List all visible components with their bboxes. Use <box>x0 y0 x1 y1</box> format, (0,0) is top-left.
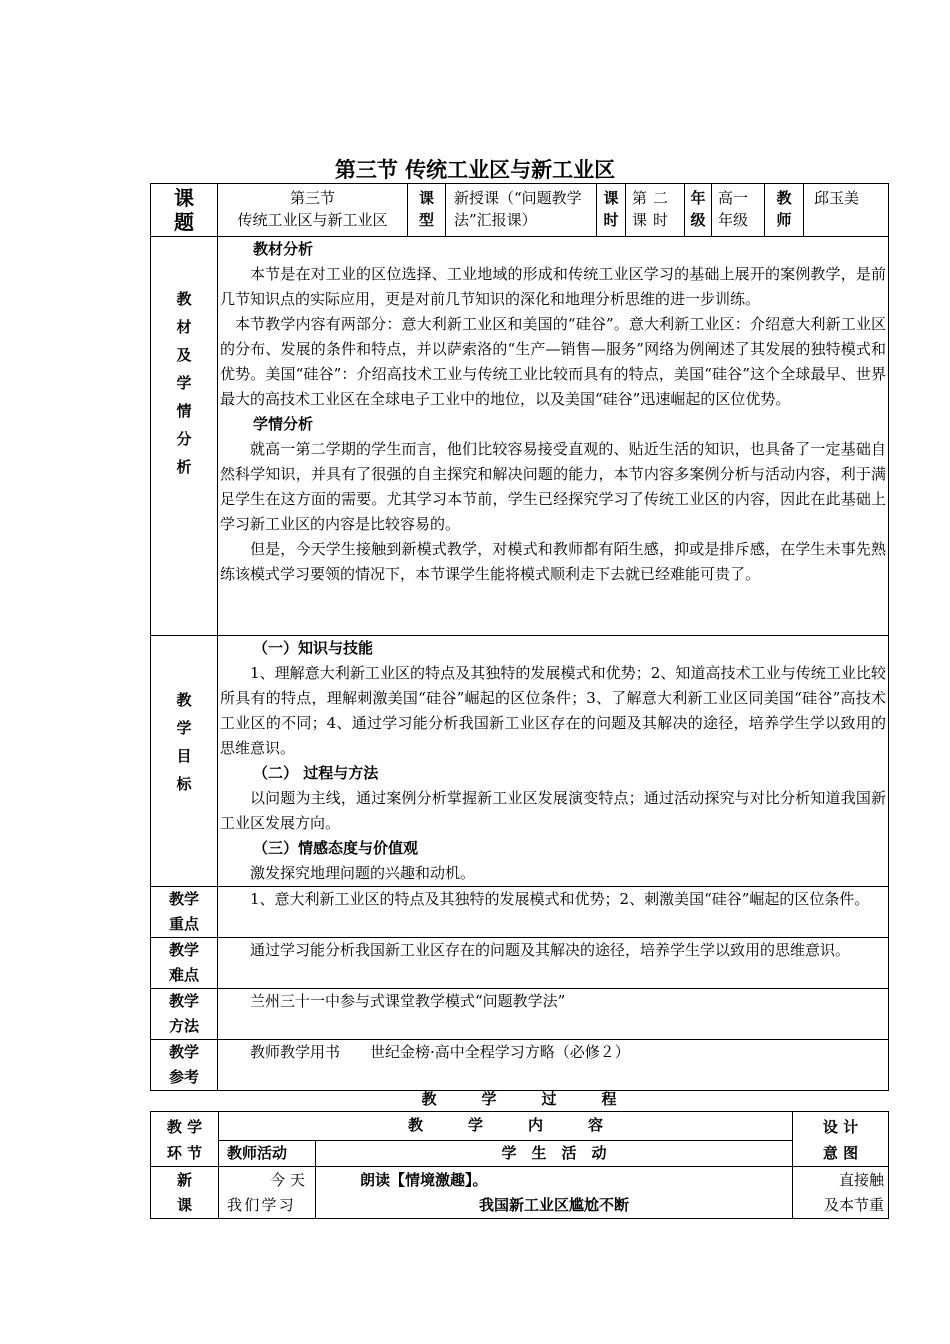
method-content <box>218 989 889 1040</box>
col-content-header: 教 学 内 容 <box>219 1112 793 1141</box>
reference-row <box>151 1040 889 1091</box>
col-student-header: 学 生 活 动 <box>316 1140 793 1166</box>
process-row-new-lesson <box>151 1167 889 1219</box>
student-paragraph-2: 但是，今天学生接触到新模式教学，对模式和教师都有陌生感，抑或是排斥感，在学生未事先熟练该模式学习要领的情况下，本节课学生能将模式顺利走下去就已经难能可贵了。 <box>220 540 886 583</box>
goals-heading-2: （二） 过程与方法 <box>253 764 379 782</box>
material-paragraph-1: 本节是在对工业的区位选择、工业地域的形成和传统工业区学习的基础上展开的案例教学，是前几节知识点的实际应用，更是对前几节知识的深化和地理分析思维的进一步训练。 <box>220 265 886 308</box>
analysis-content <box>218 237 889 636</box>
row1-student: 朗读【情境激趣】。 我国新工业区尴尬不断 <box>316 1167 793 1219</box>
process-header-row <box>151 1112 889 1141</box>
type-label: 课型 <box>418 189 434 229</box>
difficulties-row <box>151 938 889 989</box>
grade-value-cell <box>712 184 765 237</box>
reference-label: 教学 参考 <box>151 1040 218 1091</box>
process-table <box>150 1111 889 1219</box>
goals-paragraph-2: 以问题为主线，通过案例分析掌握新工业区发展演变特点；通过活动探究与对比分析知道我国新工业区发展方向。 <box>220 789 886 832</box>
row1-stage: 新 课 <box>151 1167 219 1219</box>
grade-label: 年级 <box>690 189 706 229</box>
col-stage-header <box>151 1112 219 1167</box>
goals-heading-1: （一）知识与技能 <box>253 639 374 657</box>
col-teacher-header: 教师活动 <box>219 1140 316 1166</box>
col-design-line2: 意 图 <box>822 1144 859 1162</box>
page-title: 第三节 传统工业区与新工业区 <box>334 158 616 182</box>
student-paragraph-1: 就高一第二学期的学生而言，他们比较容易接受直观的、贴近生活的知识，也具备了一定基础自然科学知识，并具有了很强的自主探究和解决问题的能力，本节内容多案例分析与活动内容，利于满足学生在这方面的需要。尤其学习本节前，学生已经探究学习了传统工业区的内容，因此在此基础上学习新工业区的内容是比较容易的。 <box>220 440 886 533</box>
header-row <box>151 184 889 237</box>
goals-heading-3: （三）情感态度与价值观 <box>253 839 419 857</box>
col-stage-line1: 教 学 <box>166 1118 203 1136</box>
reference-text: 教师教学用书 世纪金榜·高中全程学习方略（必修２） <box>250 1043 630 1061</box>
goals-label: 教 学 目 标 <box>151 636 218 887</box>
material-paragraph-2: 本节教学内容有两部分：意大利新工业区和美国的“硅谷”。意大利新工业区：介绍意大利新工业区的分布、发展的条件和特点，并以萨索洛的“生产—销售—服务”网络为例阐述了其发展的独特模式和优势。美国“硅谷”：介绍高技术工业与传统工业比较而具有的特点，美国“硅谷”这个全球最早、世界最大的高技术工业区在全球电子工业中的地位，以及美国“硅谷”迅速崛起的区位优势。 <box>220 315 886 408</box>
row1-design: 直接触 及本节重 <box>793 1167 889 1219</box>
hours-value-cell <box>626 184 685 237</box>
grade-label-cell <box>685 184 712 237</box>
method-label: 教学 方法 <box>151 989 218 1040</box>
type-value: 新授课（“问题教学法”汇报课） <box>454 189 582 229</box>
key-points-row <box>151 887 889 938</box>
method-text: 兰州三十一中参与式课堂教学模式“问题教学法” <box>250 992 566 1010</box>
topic-value-line1: 第三节 <box>289 189 335 207</box>
key-points-content <box>218 887 889 938</box>
teacher-label-cell <box>765 184 804 237</box>
method-row <box>151 989 889 1040</box>
material-heading: 教材分析 <box>253 240 314 258</box>
col-design-header <box>793 1112 889 1167</box>
type-value-cell <box>446 184 597 237</box>
process-subheader-row <box>151 1140 889 1166</box>
process-heading: 教 学 过 程 <box>421 1090 617 1108</box>
topic-value-line2: 传统工业区与新工业区 <box>237 211 388 229</box>
hours-label: 课时 <box>603 189 619 229</box>
topic-label: 课题 <box>174 186 194 234</box>
goals-paragraph-1: 1、理解意大利新工业区的特点及其独特的发展模式和优势；2、知道高技术工业与传统工业比较所具有的特点，理解刺激美国“硅谷”崛起的区位条件；3、了解意大利新工业区同美国“硅谷”高技术工业区的不同；4、通过学习能分析我国新工业区存在的问题及其解决的途径，培养学生学以致用的思维意识。 <box>220 664 886 757</box>
difficulties-text: 通过学习能分析我国新工业区存在的问题及其解决的途径，培养学生学以致用的思维意识。 <box>250 941 851 959</box>
difficulties-label: 教学 难点 <box>151 938 218 989</box>
goals-content <box>218 636 889 887</box>
teacher-value: 邱玉美 <box>814 189 860 207</box>
col-design-line1: 设 计 <box>822 1118 859 1136</box>
type-label-cell <box>408 184 446 237</box>
key-points-text: 1、意大利新工业区的特点及其独特的发展模式和优势；2、刺激美国“硅谷”崛起的区位条件。 <box>250 890 870 908</box>
difficulties-content <box>218 938 889 989</box>
student-heading: 学情分析 <box>253 415 314 433</box>
hours-value: 第二课时 <box>632 189 675 229</box>
row1-teacher: 今 天 我们学习 <box>219 1167 316 1219</box>
teacher-value-cell <box>804 184 889 237</box>
analysis-label: 教 材 及 学 情 分 析 <box>151 237 218 636</box>
grade-value: 高一年级 <box>718 189 749 229</box>
key-points-label: 教学 重点 <box>151 887 218 938</box>
hours-label-cell <box>597 184 626 237</box>
col-stage-line2: 环 节 <box>166 1144 203 1162</box>
topic-value-cell <box>218 184 408 237</box>
lesson-plan-table <box>150 183 889 1091</box>
analysis-row <box>151 237 889 636</box>
teacher-label: 教师 <box>776 189 792 229</box>
topic-label-cell <box>151 184 218 237</box>
reference-content <box>218 1040 889 1091</box>
goals-paragraph-3: 激发探究地理问题的兴趣和动机。 <box>250 864 476 882</box>
goals-row <box>151 636 889 887</box>
